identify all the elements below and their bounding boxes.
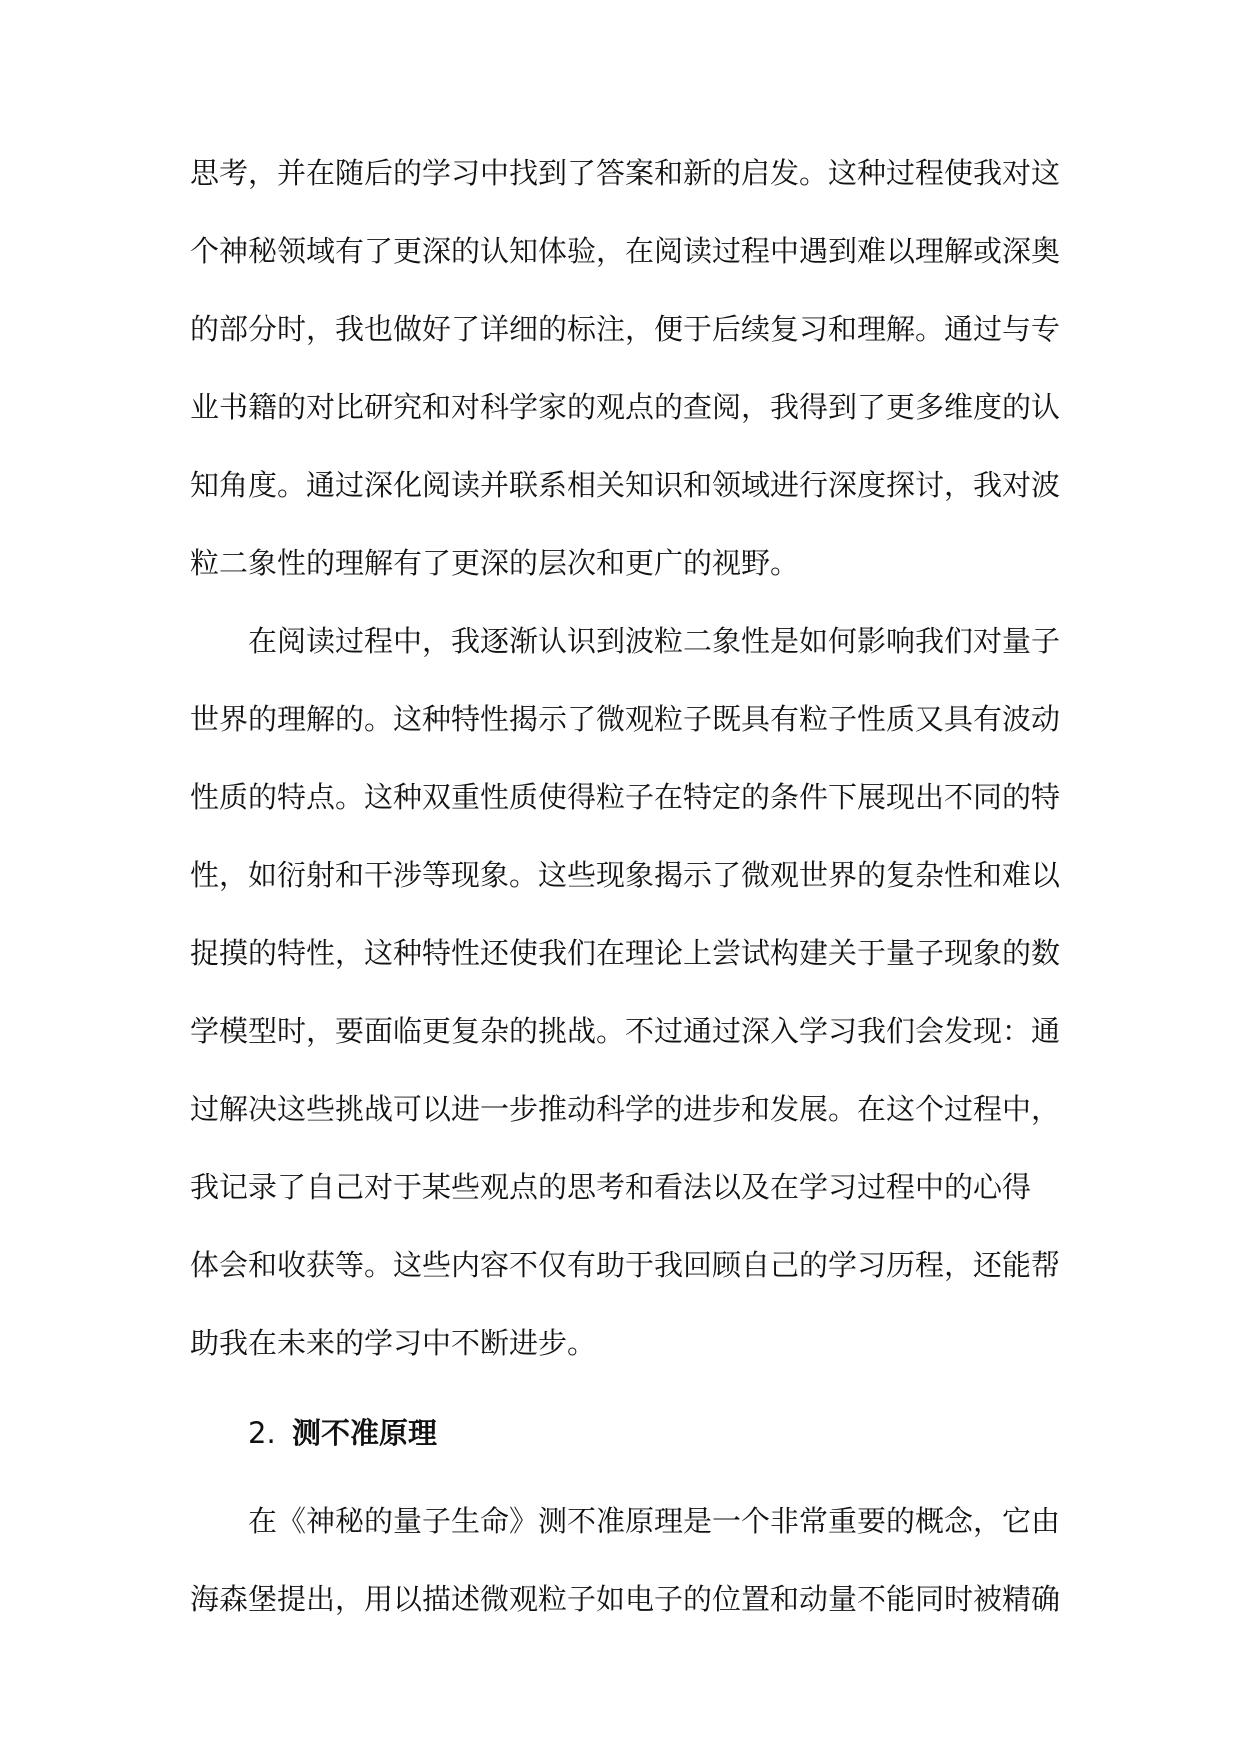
paragraph-line: 学模型时，要面临更复杂的挑战。不过通过深入学习我们会发现：通 <box>190 1014 1060 1048</box>
paragraph-line: 知角度。通过深化阅读并联系相关知识和领域进行深度探讨，我对波 <box>190 468 1060 502</box>
section-number: 2. <box>248 1416 276 1450</box>
paragraph-line: 世界的理解的。这种特性揭示了微观粒子既具有粒子性质又具有波动 <box>190 702 1060 736</box>
paragraph-line: 我记录了自己对于某些观点的思考和看法以及在学习过程中的心得 <box>190 1170 1032 1204</box>
paragraph-line: 思考，并在随后的学习中找到了答案和新的启发。这种过程使我对这 <box>190 156 1060 190</box>
paragraph-line: 性，如衍射和干涉等现象。这些现象揭示了微观世界的复杂性和难以 <box>190 858 1060 892</box>
paragraph-line: 业书籍的对比研究和对科学家的观点的查阅，我得到了更多维度的认 <box>190 390 1060 424</box>
paragraph-line: 性质的特点。这种双重性质使得粒子在特定的条件下展现出不同的特 <box>190 780 1060 814</box>
section-heading <box>248 1408 848 1458</box>
paragraph-line: 捉摸的特性，这种特性还使我们在理论上尝试构建关于量子现象的数 <box>190 936 1060 970</box>
paragraph-line: 在《神秘的量子生命》测不准原理是一个非常重要的概念，它由 <box>248 1504 1060 1538</box>
paragraph-line: 过解决这些挑战可以进一步推动科学的进步和发展。在这个过程中， <box>190 1092 1060 1126</box>
section-title: 测不准原理 <box>292 1416 438 1450</box>
paragraph-line: 的部分时，我也做好了详细的标注，便于后续复习和理解。通过与专 <box>190 312 1060 346</box>
paragraph-line: 助我在未来的学习中不断进步。 <box>190 1326 597 1360</box>
paragraph-line: 体会和收获等。这些内容不仅有助于我回顾自己的学习历程，还能帮 <box>190 1248 1060 1282</box>
paragraph-line: 个神秘领域有了更深的认知体验，在阅读过程中遇到难以理解或深奥 <box>190 234 1060 268</box>
paragraph-line: 海森堡提出，用以描述微观粒子如电子的位置和动量不能同时被精确 <box>190 1582 1060 1616</box>
paragraph-line: 粒二象性的理解有了更深的层次和更广的视野。 <box>190 546 800 580</box>
paragraph-line: 在阅读过程中，我逐渐认识到波粒二象性是如何影响我们对量子 <box>248 624 1060 658</box>
